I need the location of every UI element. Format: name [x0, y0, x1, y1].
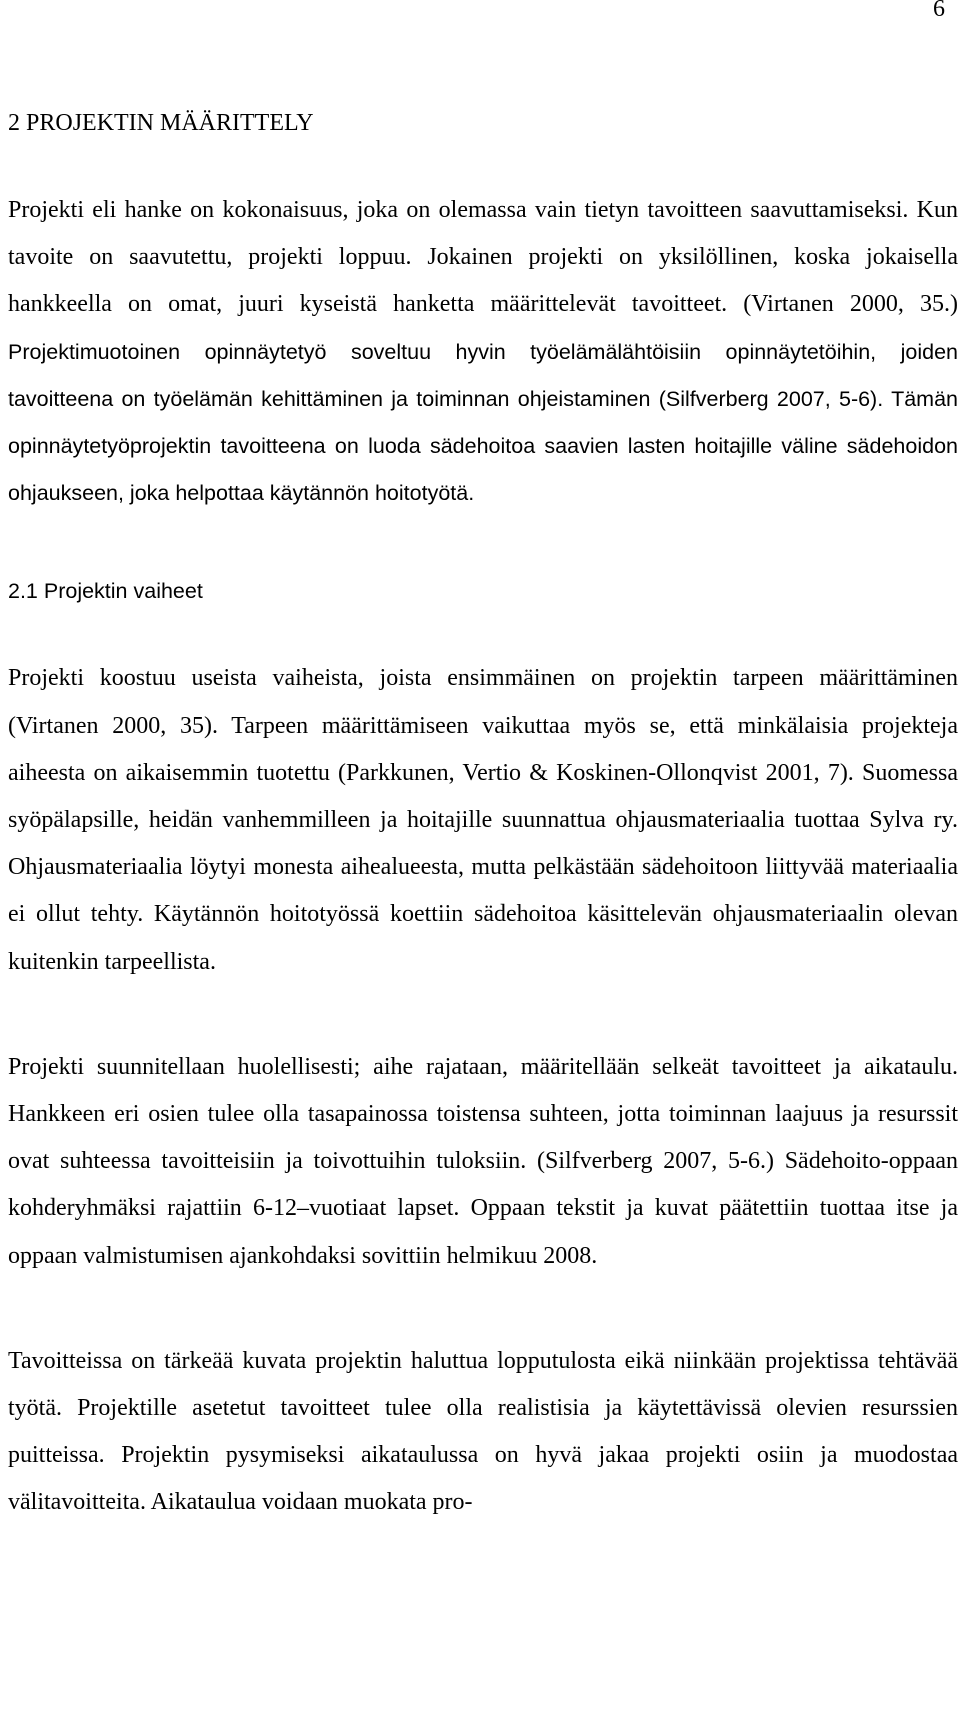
paragraph-text-serif: Projekti eli hanke on kokonaisuus, joka on olemassa vain tietyn tavoitteen saavuttamiseksi. Kun tavoite on saavutettu, projekti loppuu. Jokainen projekti on yksilöllinen, koska jokaisella hankkeella on omat, juuri kyseistä hanketta määrittelevät tavoitteet. (Virtanen 2000, 35.)	[8, 197, 958, 318]
subsection-paragraph-1: Projekti koostuu useista vaiheista, joista ensimmäinen on projektin tarpeen määrittäminen (Virtanen 2000, 35). Tarpeen määrittämiseen vaikuttaa myös se, että minkälaisia projekteja aiheesta on aikaisemmin tuotettu (Parkkunen, Vertio & Koskinen-Ollonqvist 2001, 7). Suomessa syöpälapsille, heidän vanhemmilleen ja hoitajille suunnattua ohjausmateriaalia tuottaa Sylva ry. Ohjausmateriaalia löytyi monesta aihealueesta, mutta pelkästään sädehoitoon liittyvää materiaalia ei ollut tehty. Käytännön hoitotyössä koettiin sädehoitoa käsittelevän ohjausmateriaalin olevan kuitenkin tarpeellista.	[8, 665, 958, 975]
subsection-paragraph-3: Tavoitteissa on tärkeää kuvata projektin haluttua lopputulosta eikä niinkään projektissa tehtävää työtä. Projektille asetetut tavoitteet tulee olla realistisia ja käytettävissä olevien resurssien puitteissa. Projektin pysymiseksi aikataulussa on hyvä jakaa projekti osiin ja muodostaa välitavoitteita. Aikataulua voidaan muokata pro-	[8, 1347, 958, 1516]
section-paragraph-1	[8, 187, 958, 517]
page-number: 6	[933, 0, 945, 22]
subsection-paragraph-2: Projekti suunnitellaan huolellisesti; aihe rajataan, määritellään selkeät tavoitteet ja aikataulu. Hankkeen eri osien tulee olla tasapainossa toistensa suhteen, jotta toiminnan laajuus ja resurssit ovat suhteessa tavoitteisiin ja toivottuihin tuloksiin. (Silfverberg 2007, 5-6.) Sädehoito-oppaan kohderyhmäksi rajattiin 6-12–vuotiaat lapset. Oppaan tekstit ja kuvat päätettiin tuottaa itse ja oppaan valmistumisen ajankohdaksi sovittiin helmikuu 2008.	[8, 1053, 958, 1269]
section-heading: 2 PROJEKTIN MÄÄRITTELY	[8, 110, 314, 136]
document-body	[8, 107, 958, 1585]
paragraph-text-sans: Projektimuotoinen opinnäytetyö soveltuu hyvin työelämälähtöisiin opinnäytetöihin, joiden tavoitteena on työelämän kehittäminen ja toiminnan ohjeistaminen (Silfverberg 2007, 5-6). Tämän opinnäytetyöprojektin tavoitteena on luoda sädehoitoa saavien lasten hoitajille väline sädehoidon ohjaukseen, joka helpottaa käytännön hoitotyötä.	[8, 339, 958, 506]
subsection-heading: 2.1 Projektin vaiheet	[8, 579, 203, 604]
